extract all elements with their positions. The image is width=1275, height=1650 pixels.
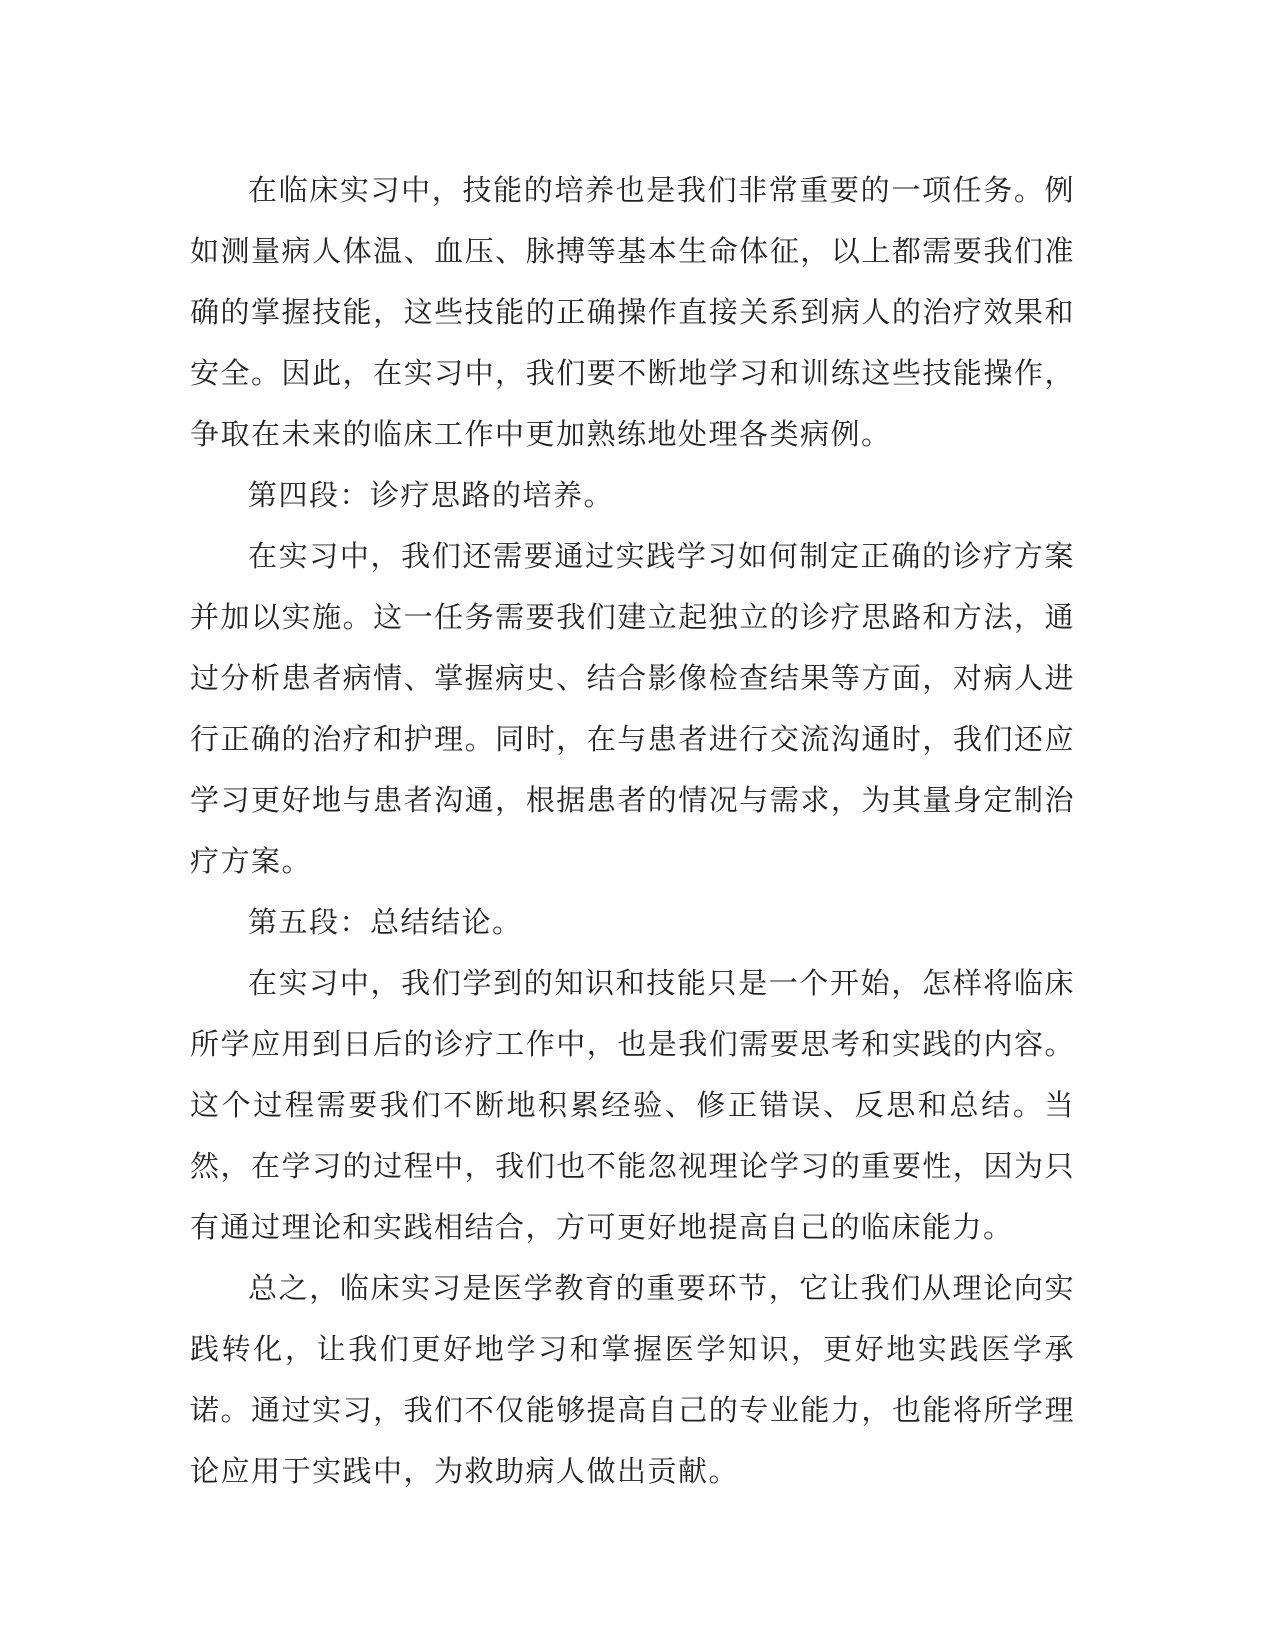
section-heading-five: 第五段：总结结论。: [248, 905, 523, 939]
paragraph-diagnosis-thinking: 在实习中，我们还需要通过实践学习如何制定正确的诊疗方案并加以实施。这一任务需要我们建立起独立的诊疗思路和方法，通过分析患者病情、掌握病史、结合影像检查结果等方面，对病人进行正确的治疗和护理。同时，在与患者进行交流沟通时，我们还应学习更好地与患者沟通，根据患者的情况与需求，为其量身定制治疗方案。: [190, 539, 1075, 878]
paragraph-summary: 总之，临床实习是医学教育的重要环节，它让我们从理论向实践转化，让我们更好地学习和掌握医学知识，更好地实践医学承诺。通过实习，我们不仅能够提高自己的专业能力，也能将所学理论应用于实践中，为救助病人做出贡献。: [190, 1271, 1075, 1488]
paragraph-skills-training: 在临床实习中，技能的培养也是我们非常重要的一项任务。例如测量病人体温、血压、脉搏等基本生命体征，以上都需要我们准确的掌握技能，这些技能的正确操作直接关系到病人的治疗效果和安全。因此，在实习中，我们要不断地学习和训练这些技能操作，争取在未来的临床工作中更加熟练地处理各类病例。: [190, 173, 1075, 451]
document-body: [190, 160, 1075, 1502]
section-heading-four: 第四段：诊疗思路的培养。: [248, 478, 615, 512]
paragraph-conclusion: 在实习中，我们学到的知识和技能只是一个开始，怎样将临床所学应用到日后的诊疗工作中，也是我们需要思考和实践的内容。这个过程需要我们不断地积累经验、修正错误、反思和总结。当然，在学习的过程中，我们也不能忽视理论学习的重要性，因为只有通过理论和实践相结合，方可更好地提高自己的临床能力。: [190, 966, 1075, 1244]
